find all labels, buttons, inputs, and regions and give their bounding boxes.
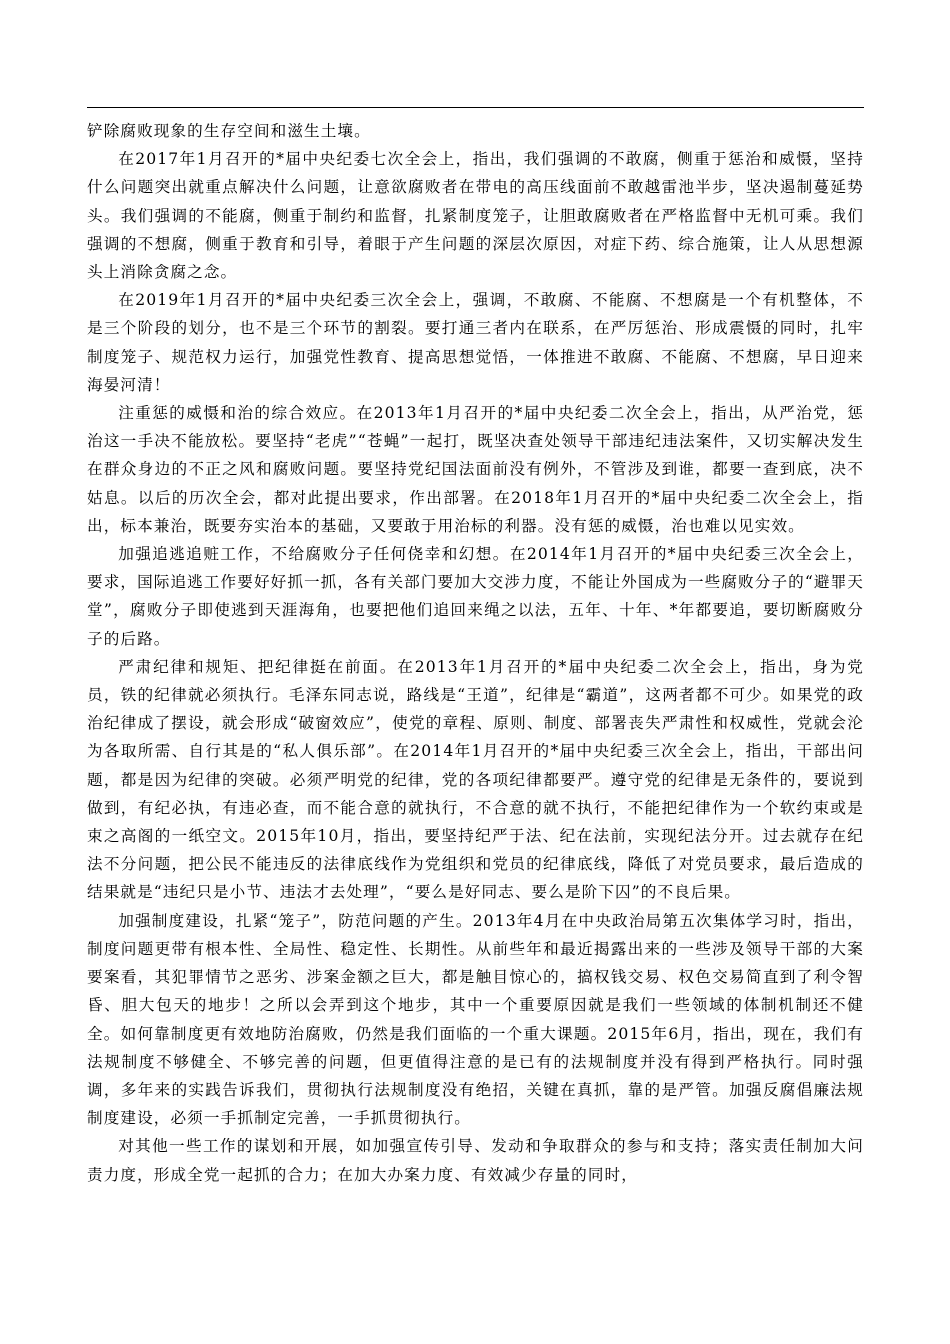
paragraph-institution-building: 加强制度建设，扎紧“笼子”，防范问题的产生。2013年4月在中央政治局第五次集体学习时，指出，制度问题更带有根本性、全局性、稳定性、长期性。从前些年和最近揭露出来的一些涉及领导干部的大案要案看，其犯罪情节之恶劣、涉案金额之巨大，都是触目惊心的，搞权钱交易、权色交易简直到了利令智昏、胆大包天的地步！之所以会弄到这个地步，其中一个重要原因就是我们一些领域的体制机制还不健全。如何靠制度更有效地防治腐败，仍然是我们面临的一个重大课题。2015年6月，指出，现在，我们有法规制度不够健全、不够完善的问题，但更值得注意的是已有的法规制度并没有得到严格执行。同时强调，多年来的实践告诉我们，贯彻执行法规制度没有绝招，关键在真抓，靠的是严管。加强反腐倡廉法规制度建设，必须一手抓制定完善，一手抓贯彻执行。: [87, 911, 864, 1128]
paragraph-other-work: 对其他一些工作的谋划和开展，如加强宣传引导、发动和争取群众的参与和支持；落实责任制加大问责力度，形成全党一起抓的合力；在加大办案力度、有效减少存量的同时，: [87, 1137, 864, 1184]
paragraph-continuation: 铲除腐败现象的生存空间和滋生土壤。: [87, 122, 371, 140]
paragraph-deterrence-governance: 注重惩的威慑和治的综合效应。在2013年1月召开的*届中央纪委二次全会上，指出，从严治党，惩治这一手决不能放松。要坚持“老虎”“苍蝇”一起打，既坚决查处领导干部违纪违法案件，又切实解决发生在群众身边的不正之风和腐败问题。要坚持党纪国法面前没有例外，不管涉及到谁，都要一查到底，决不姑息。以后的历次全会，都对此提出要求，作出部署。在2018年1月召开的*届中央纪委二次全会上，指出，标本兼治，既要夯实治本的基础，又要敢于用治标的利器。没有惩的威慑，治也难以见实效。: [87, 404, 864, 535]
paragraph-fugitive-recovery: 加强追逃追赃工作，不给腐败分子任何侥幸和幻想。在2014年1月召开的*届中央纪委三次全会上，要求，国际追逃工作要好好抓一抓，各有关部门要加大交涉力度，不能让外国成为一些腐败分子的“避罪天堂”，腐败分子即使逃到天涯海角，也要把他们追回来绳之以法，五年、十年、*年都要追，要切断腐败分子的后路。: [87, 545, 864, 648]
document-body: [87, 117, 864, 1189]
paragraph-2017-plenary: 在2017年1月召开的*届中央纪委七次全会上，指出，我们强调的不敢腐，侧重于惩治和威慑，坚持什么问题突出就重点解决什么问题，让意欲腐败者在带电的高压线面前不敢越雷池半步，坚决遏制蔓延势头。我们强调的不能腐，侧重于制约和监督，扎紧制度笼子，让胆敢腐败者在严格监督中无机可乘。我们强调的不想腐，侧重于教育和引导，着眼于产生问题的深层次原因，对症下药、综合施策，让人从思想源头上消除贪腐之念。: [87, 150, 864, 282]
paragraph-2019-plenary: 在2019年1月召开的*届中央纪委三次全会上，强调，不敢腐、不能腐、不想腐是一个有机整体，不是三个阶段的划分，也不是三个环节的割裂。要打通三者内在联系，在严厉惩治、形成震慑的同时，扎牢制度笼子、规范权力运行，加强党性教育、提高思想觉悟，一体推进不敢腐、不能腐、不想腐，早日迎来海晏河清！: [87, 291, 864, 394]
paragraph-discipline-rules: 严肃纪律和规矩、把纪律挺在前面。在2013年1月召开的*届中央纪委二次全会上，指出，身为党员，铁的纪律就必须执行。毛泽东同志说，路线是“王道”，纪律是“霸道”，这两者都不可少。如果党的政治纪律成了摆设，就会形成“破窗效应”，使党的章程、原则、制度、部署丧失严肃性和权威性，党就会沦为各取所需、自行其是的“私人俱乐部”。在2014年1月召开的*届中央纪委三次全会上，指出，干部出问题，都是因为纪律的突破。必须严明党的纪律，党的各项纪律都要严。遵守党的纪律是无条件的，要说到做到，有纪必执，有违必查，而不能合意的就执行，不合意的就不执行，不能把纪律作为一个软约束或是束之高阁的一纸空文。2015年10月，指出，要坚持纪严于法、纪在法前，实现纪法分开。过去就存在纪法不分问题，把公民不能违反的法律底线作为党组织和党员的纪律底线，降低了对党员要求，最后造成的结果就是“违纪只是小节、违法才去处理”，“要么是好同志、要么是阶下囚”的不良后果。: [87, 657, 864, 902]
header-rule: [87, 107, 864, 108]
